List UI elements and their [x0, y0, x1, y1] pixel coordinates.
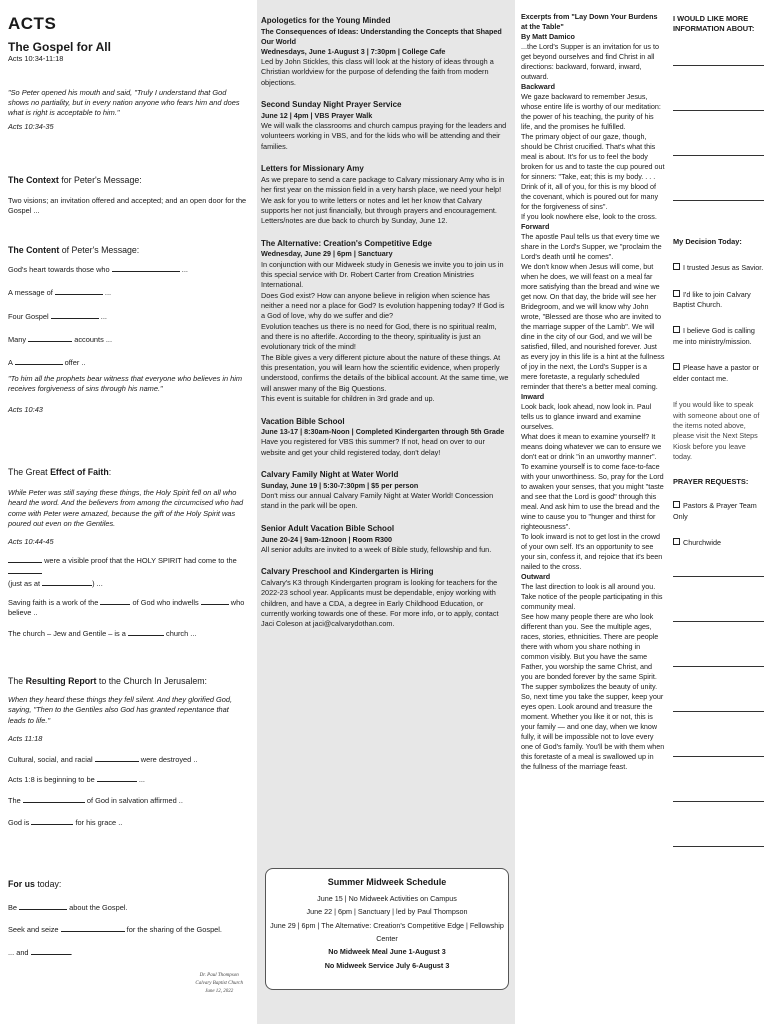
announcement-title: Calvary Family Night at Water World: [261, 470, 399, 480]
scripture-reference: Acts 10:44-45: [8, 537, 54, 546]
write-in-line[interactable]: [673, 846, 764, 847]
announcement-family-night: [261, 470, 509, 512]
prayer-option[interactable]: Churchwide: [673, 538, 764, 548]
section-heading-for-us: For us today:: [8, 879, 62, 889]
announcement-body: All senior adults are invited to a week of Bible study, fellowship and fun.: [261, 544, 492, 554]
context-text: Two visions; an invitation offered and accepted; and an open door for the Gospel ...: [8, 196, 247, 216]
announcement-body: Evolution teaches us there is no need for God, there is no spiritual realm, and there is no afterlife. According to the theory, spirituality is just an evolutionary trick of the mind!: [261, 321, 497, 352]
fill-in-line: A offer ..: [8, 358, 86, 367]
checkbox[interactable]: [673, 501, 680, 508]
article-paragraph: We gaze backward to remember Jesus, whose entire life is worthy of our meditation: the power of his teaching, the purity of his life, and the promises he fulfilled.: [521, 92, 661, 131]
write-in-line[interactable]: [673, 756, 764, 757]
announcement-details: June 12 | 4pm | VBS Prayer Walk: [261, 110, 373, 120]
write-in-line[interactable]: [673, 576, 764, 577]
article-paragraph: ...the Lord's Supper is an invitation for us to get beyond ourselves and find Christ in all directions: backward, forward, inward, outward.: [521, 42, 660, 81]
fill-in-line: Saving faith is a work of the of God who indwells who believe ..: [8, 597, 245, 618]
scripture-reference: Acts 10:34-35: [8, 121, 54, 131]
decision-option[interactable]: I believe God is calling me into ministry/mission.: [673, 326, 755, 346]
pastor-signature: Dr. Paul Thompson Calvary Baptist Church June 12, 2022: [195, 973, 243, 994]
article-author: By Matt Damico: [521, 32, 575, 41]
fill-in-line: Be about the Gospel.: [8, 903, 128, 913]
scripture-reference: Acts 11:18: [8, 733, 43, 743]
section-heading-content: The Content of Peter's Message:: [8, 245, 140, 255]
article-column: [515, 0, 671, 1024]
announcement-details: June 20-24 | 9am-12noon | Room R300: [261, 534, 393, 544]
announcement-body: As we prepare to send a care package to Calvary missionary Amy who is in her first year on the mission field in a very harsh place, we need your help! We ask for you to write letters or notes and let her know that Calvary supports her not just financially, but through prayers and encouragement. Letters/notes are due back to church by Sunday, June 12.: [261, 174, 505, 226]
write-in-line[interactable]: [673, 65, 764, 66]
info-request-heading: I WOULD LIKE MORE INFORMATION ABOUT:: [673, 14, 755, 34]
checkbox[interactable]: [673, 326, 680, 333]
checkbox[interactable]: [673, 263, 680, 270]
schedule-line: June 22 | 6pm | Sanctuary | led by Paul Thompson: [306, 907, 468, 917]
announcement-body: Led by John Stickles, this class will look at the history of ideas through a Christian worldview for the purpose of defending the faith from modern objections.: [261, 57, 494, 87]
announcement-prayer-service: [261, 100, 509, 152]
scripture-quote: When they heard these things they fell silent. And they glorified God, saying, "Then to the Gentiles also God has granted repentance that leads to life.": [8, 695, 233, 725]
article-subheading: Backward: [521, 82, 555, 91]
announcement-details: Wednesdays, June 1-August 3 | 7:30pm | College Cafe: [261, 46, 446, 56]
article-paragraph: We don't know when Jesus will come, but when he does, we will feast on a meal far more satisfying than the bread and wine we get now. On that day, the bride will see her Bridegroom, and we will know why John wrote, "Blessed are those who are invited to the marriage supper of the Lamb". We will dine in the city of our God, and we will be satisfied, filled, and nourished forever. Just as every joy in this life is a hint at the fullness of joy in the next, the Lord's Supper is a mere foretaste, a regularly scheduled reminder that there's a better meal coming.: [521, 262, 665, 391]
fill-in-line: Four Gospel ...: [8, 311, 107, 321]
fill-in-line: The of God in salvation affirmed ..: [8, 796, 183, 806]
announcement-body: Calvary's K3 through Kindergarten program is looking for teachers for the 2022-23 school year. Applicants must be dependable, enjoy working with children, and have a CDA, a degree in Early Childhood Education, or currently working towards one of these. For more info, or to apply, contact Jaci Coleson at jaci@calvarydothan.com.: [261, 577, 499, 629]
announcement-body: This event is suitable for children in 3rd grade and up.: [261, 394, 435, 404]
fill-in-line: God's heart towards those who ...: [8, 265, 188, 275]
announcement-title: Senior Adult Vacation Bible School: [261, 523, 395, 533]
article-subheading: Inward: [521, 392, 545, 401]
article-paragraph: See how many people there are who look different than you. See the multiple ages, races, stories, ethnicities. There are people there with whom you share nothing in common visibly. But you have the same Father, you worship the same Christ, and you are bonded forever by the same Spirit.: [521, 612, 659, 681]
article-paragraph: The primary object of our gaze, though, should be Christ crucified. That's what this meal is about. It's for us to feel the body broken for us and to taste the cup poured out for sinners: "Take, eat; this is my body. . . . Drink of it, all of you, for this is my blood of the covenant, which is poured out for many for the forgiveness of sins".: [521, 132, 665, 211]
article-paragraph: Look back, look ahead, now look in. Paul tells us to glance inward and examine ourselves.: [521, 402, 652, 431]
announcement-body: Does God exist? How can anyone believe in religion when science has neither a need nor a place for God? Is evolution happening today? If God is a God of love, why do we suffer and die?: [261, 290, 505, 321]
announcement-details: June 13-17 | 8:30am-Noon | Completed Kindergarten through 5th Grade: [261, 427, 505, 437]
article-paragraph: The supper symbolizes the beauty of unity. So, next time you take the supper, keep your eyes open. Look around and treasure the moment. Whether you like it or not, this is your family — and one day, when we know fully, it will be impossible not to love every one of God's family. You'll be with them when this foretaste of a meal is swallowed up in the fullness of the marriage feast.: [521, 682, 665, 771]
scripture-reference: Acts 10:43: [8, 404, 43, 414]
sermon-series-title: ACTS: [8, 14, 57, 33]
schedule-line: June 29 | 6pm | The Alternative: Creation's Competitive Edge | Fellowship Center: [270, 920, 504, 943]
schedule-title: Summer Midweek Schedule: [327, 877, 447, 887]
announcement-body: In conjunction with our Midweek study in Genesis we invite you to join us in this special service with Dr. Robert Carter from Creation Ministries International.: [261, 259, 504, 290]
fill-in-line: ... and .: [8, 947, 73, 957]
announcement-vbs: [261, 417, 509, 459]
fill-in-line: were a visible proof that the HOLY SPIRIT had come to the (just as at ) ...: [8, 556, 237, 588]
write-in-line[interactable]: [673, 110, 764, 111]
section-heading-report: The Resulting Report to the Church In Jerusalem:: [8, 676, 207, 686]
decision-heading: My Decision Today:: [673, 236, 742, 246]
fill-in-line: Acts 1:8 is beginning to be ...: [8, 775, 145, 785]
announcement-apologetics: [261, 16, 509, 88]
announcement-body: We will walk the classrooms and church campus praying for the leaders and volunteers working in VBS, and for the kids who will be attending and their families.: [261, 120, 507, 151]
summer-midweek-schedule-box: [265, 868, 509, 990]
article-subheading: Outward: [521, 572, 551, 581]
article-subheading: Forward: [521, 222, 550, 231]
announcement-title: Calvary Preschool and Kindergarten is Hiring: [261, 566, 434, 576]
response-card-column: [671, 0, 770, 1024]
announcement-details: Sunday, June 19 | 5:30-7:30pm | $5 per person: [261, 480, 419, 490]
article-paragraph: To look inward is not to get lost in the crowd of your own self. It's an opportunity to see your sin, confess it, and rejoice that it's been nailed to the cross.: [521, 532, 663, 571]
announcement-senior-vbs: [261, 524, 509, 555]
schedule-line: June 15 | No Midweek Activities on Campus: [317, 894, 457, 903]
announcement-title: Second Sunday Night Prayer Service: [261, 100, 402, 110]
announcement-body: Don't miss our annual Calvary Family Night at Water World! Concession stand in the park will be open.: [261, 491, 494, 511]
schedule-line: No Midweek Meal June 1-August 3: [328, 947, 446, 957]
write-in-line[interactable]: [673, 666, 764, 667]
sermon-scripture: Acts 10:34-11:18: [8, 54, 64, 63]
write-in-line[interactable]: [673, 200, 764, 201]
article-title: Excerpts from "Lay Down Your Burdens at the Table": [521, 12, 658, 31]
fill-in-line: A message of ...: [8, 288, 112, 298]
announcement-subtitle: The Consequences of Ideas: Understanding the Concepts that Shaped Our World: [261, 26, 502, 46]
schedule-line: No Midweek Service July 6-August 3: [324, 960, 450, 970]
article-paragraph: If you look nowhere else, look to the cross.: [521, 212, 657, 221]
fill-in-line: Many accounts ...: [8, 334, 112, 344]
article-paragraph: The last direction to look is all around you. Take notice of the people participating in this community meal.: [521, 582, 663, 611]
announcement-title: The Alternative: Creation's Competitive Edge: [261, 238, 432, 248]
write-in-line[interactable]: [673, 155, 764, 156]
write-in-line[interactable]: [673, 801, 764, 802]
announcement-title: Apologetics for the Young Minded: [261, 16, 391, 25]
announcement-title: Letters for Missionary Amy: [261, 164, 364, 174]
announcement-body: The Bible gives a very different picture about the nature of these things. At this presentation, you will learn how the scientific evidence, when properly understood, confirms the details of the biblical account. At the same time, we will answer many of the Big Questions.: [261, 352, 509, 393]
decision-option[interactable]: Please have a pastor or elder contact me.: [673, 363, 759, 383]
checkbox[interactable]: [673, 363, 680, 370]
fill-in-line: God is for his grace ..: [8, 817, 123, 827]
fill-in-line: Seek and seize for the sharing of the Gospel.: [8, 925, 222, 935]
fill-in-line: Cultural, social, and racial were destroyed ..: [8, 755, 198, 764]
fill-in-line: The church – Jew and Gentile – is a church ...: [8, 629, 197, 639]
announcement-missionary-letters: [261, 164, 509, 227]
announcement-details: Wednesday, June 29 | 6pm | Sanctuary: [261, 249, 393, 259]
prayer-requests-heading: PRAYER REQUESTS:: [673, 476, 749, 486]
write-in-line[interactable]: [673, 711, 764, 712]
scripture-quote: "So Peter opened his mouth and said, "Truly I understand that God shows no partiality, but in every nation anyone who fears him and does what is right is acceptable to him.": [8, 88, 240, 118]
checkbox[interactable]: [673, 290, 680, 297]
sermon-notes-column: [0, 0, 257, 1024]
section-heading-effect: The Great Effect of Faith:: [8, 467, 112, 477]
announcement-creation-edge: [261, 239, 509, 405]
sermon-title: The Gospel for All: [8, 40, 111, 54]
announcement-preschool-hiring: [261, 567, 509, 630]
article-paragraph: The apostle Paul tells us that every time we share in the Lord's Supper, we "proclaim the Lord's death until he comes".: [521, 232, 662, 261]
scripture-quote: While Peter was still saying these things, the Holy Spirit fell on all who heard the word. And the believers from among the circumcised who had come with Peter were amazed, because the gift of the Holy Spirit was poured out even on the Gentiles.: [8, 488, 244, 528]
announcement-title: Vacation Bible School: [261, 416, 345, 426]
section-heading-context: The Context for Peter's Message:: [8, 175, 142, 185]
decision-option[interactable]: I'd like to join Calvary Baptist Church.: [673, 289, 751, 309]
announcements-column: [257, 0, 515, 1024]
decision-option[interactable]: I trusted Jesus as Savior.: [673, 263, 764, 273]
speak-with-someone-note: If you would like to speak with someone about one of the items noted above, please visit the Next Steps Kiosk before you leave today.: [673, 400, 760, 462]
scripture-quote: "To him all the prophets bear witness that everyone who believes in him receives forgiveness of sins through his name.": [8, 374, 243, 394]
checkbox[interactable]: [673, 538, 680, 545]
article-paragraph: What does it mean to examine yourself? It means doing whatever we can to ensure we don't eat or drink "in an unworthy manner". To examine yourself is to come face-to-face with your unworthiness. So, pray for the Lord to awaken your senses, that you might "taste and see that the Lord is good" through this meal. And ask him to use the bread and the wine to cause you to "hunger and thirst for righteousness".: [521, 432, 664, 531]
write-in-line[interactable]: [673, 621, 764, 622]
announcement-body: Have you registered for VBS this summer? If not, head on over to our website and get your child registered today, don't delay!: [261, 437, 485, 457]
prayer-option[interactable]: Pastors & Prayer Team Only: [673, 501, 757, 521]
